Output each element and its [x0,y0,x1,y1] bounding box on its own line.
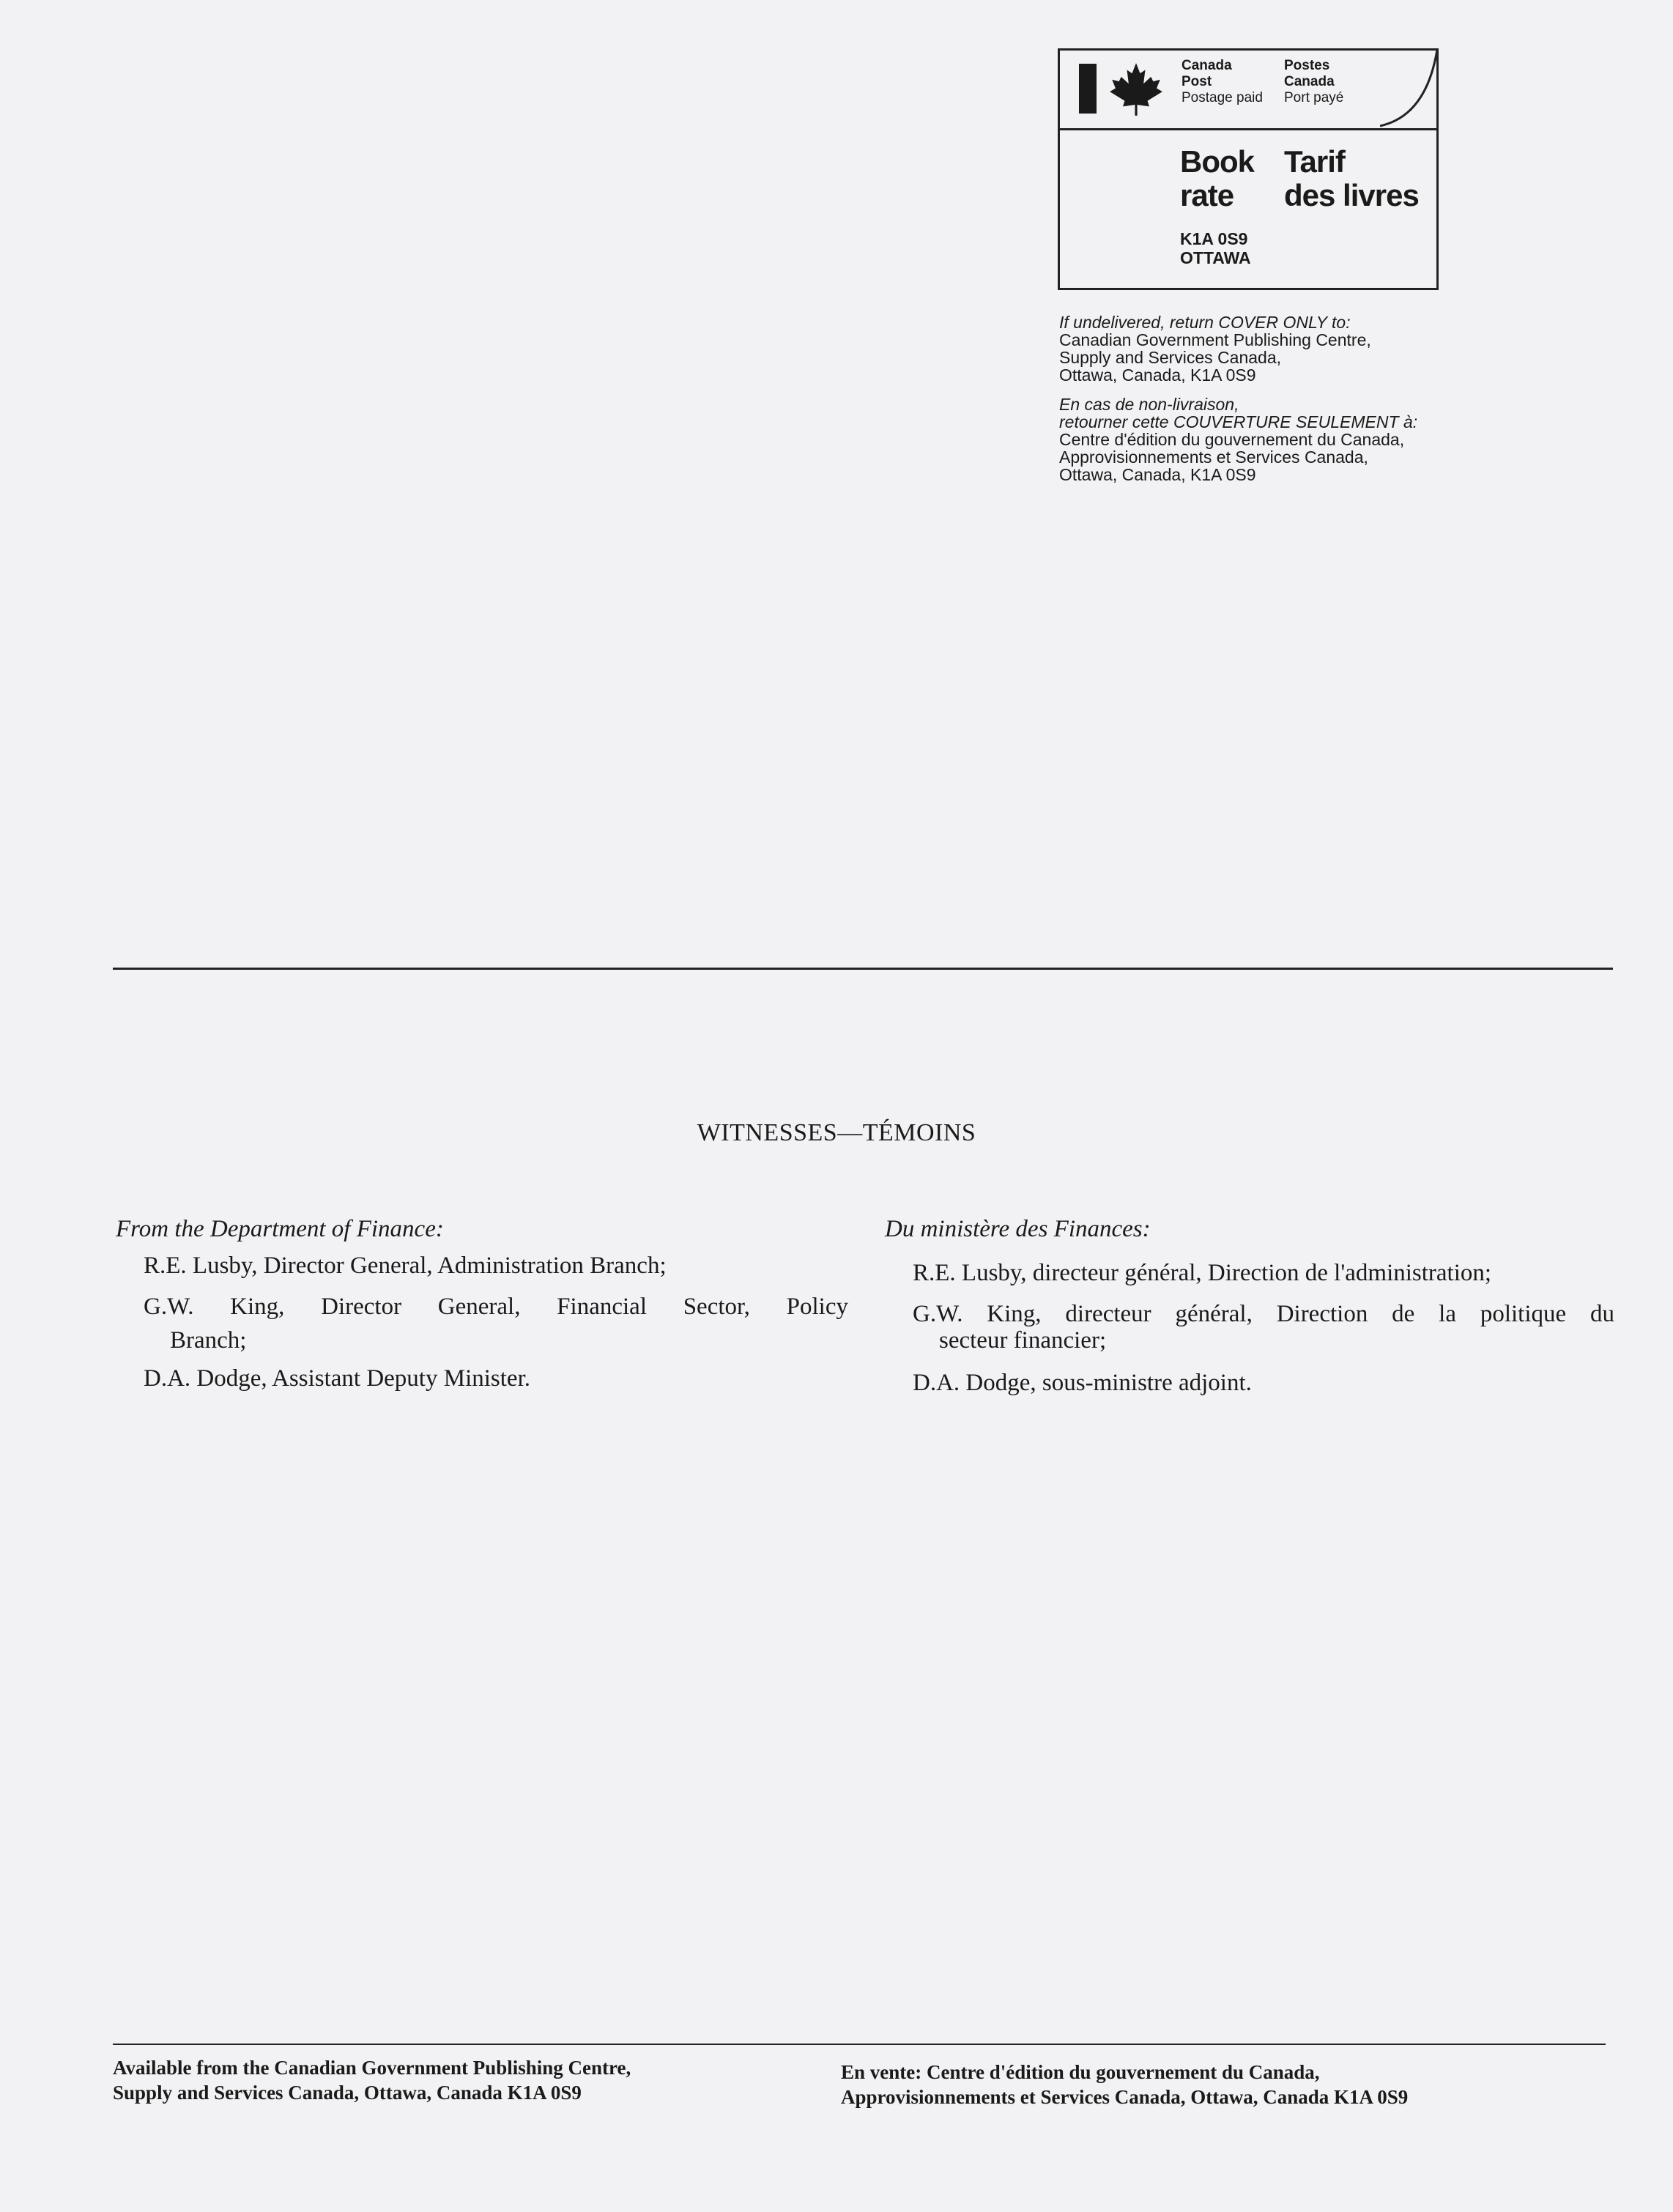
carrier-name-fr-2: Canada [1284,74,1335,89]
rate-en-line2: rate [1180,178,1234,212]
rate-fr-line2: des livres [1284,178,1419,212]
return-en-instruction: If undelivered, return COVER ONLY to: [1059,313,1351,332]
witness-en-1: R.E. Lusby, Director General, Administration Branch; [144,1252,667,1279]
carrier-name-fr: Postes [1284,58,1330,73]
postage-indicium [1058,48,1439,290]
footer-en-line1: Available from the Canadian Government Publishing Centre, [113,2057,631,2079]
return-fr-instruction-2: retourner cette COUVERTURE SEULEMENT à: [1059,412,1418,431]
witness-en-2: G.W. King, Director General, Financial Sector, Policy [144,1294,848,1320]
return-fr-line3: Centre d'édition du gouvernement du Canada, [1059,430,1405,449]
postage-paid-en: Postage paid [1182,90,1263,105]
postal-city: OTTAWA [1180,248,1251,267]
footer-fr-line2: Approvisionnements et Services Canada, Ottawa, Canada K1A 0S9 [841,2086,1409,2108]
dept-fr: Du ministère des Finances: [885,1216,1151,1242]
carrier-name-en: Canada [1182,58,1232,73]
witnesses-heading: WITNESSES—TÉMOINS [697,1119,976,1146]
corner-curve-icon [1380,48,1439,129]
return-en-line2: Canadian Government Publishing Centre, [1059,330,1371,349]
witness-fr-1: R.E. Lusby, directeur général, Direction de l'administration; [913,1260,1492,1286]
rate-en-line1: Book [1180,144,1254,179]
footer-fr-line1: En vente: Centre d'édition du gouvernement du Canada, [841,2061,1320,2083]
witness-en-3: D.A. Dodge, Assistant Deputy Minister. [144,1365,530,1392]
witness-fr-2: G.W. King, directeur général, Direction de la politique du [913,1301,1614,1327]
postage-header [1060,51,1436,130]
canada-post-bar-icon [1079,64,1097,114]
witness-en-2-cont: Branch; [170,1327,247,1354]
witness-fr-2-cont: secteur financier; [939,1327,1107,1354]
carrier-name-en-2: Post [1182,74,1212,89]
maple-leaf-icon [1107,61,1165,118]
return-fr-line4: Approvisionnements et Services Canada, [1059,448,1368,467]
postage-paid-fr: Port payé [1284,90,1344,105]
section-divider [113,968,1613,970]
dept-en: From the Department of Finance: [116,1216,444,1242]
postal-code: K1A 0S9 [1180,229,1248,248]
return-fr-instruction-1: En cas de non-livraison, [1059,395,1239,414]
return-en-line4: Ottawa, Canada, K1A 0S9 [1059,365,1256,385]
return-en-line3: Supply and Services Canada, [1059,348,1282,367]
footer-divider [113,2044,1606,2045]
return-fr-line5: Ottawa, Canada, K1A 0S9 [1059,465,1256,484]
rate-fr-line1: Tarif [1284,144,1345,179]
witness-fr-3: D.A. Dodge, sous-ministre adjoint. [913,1370,1252,1396]
footer-en-line2: Supply and Services Canada, Ottawa, Canada K1A 0S9 [113,2082,582,2104]
